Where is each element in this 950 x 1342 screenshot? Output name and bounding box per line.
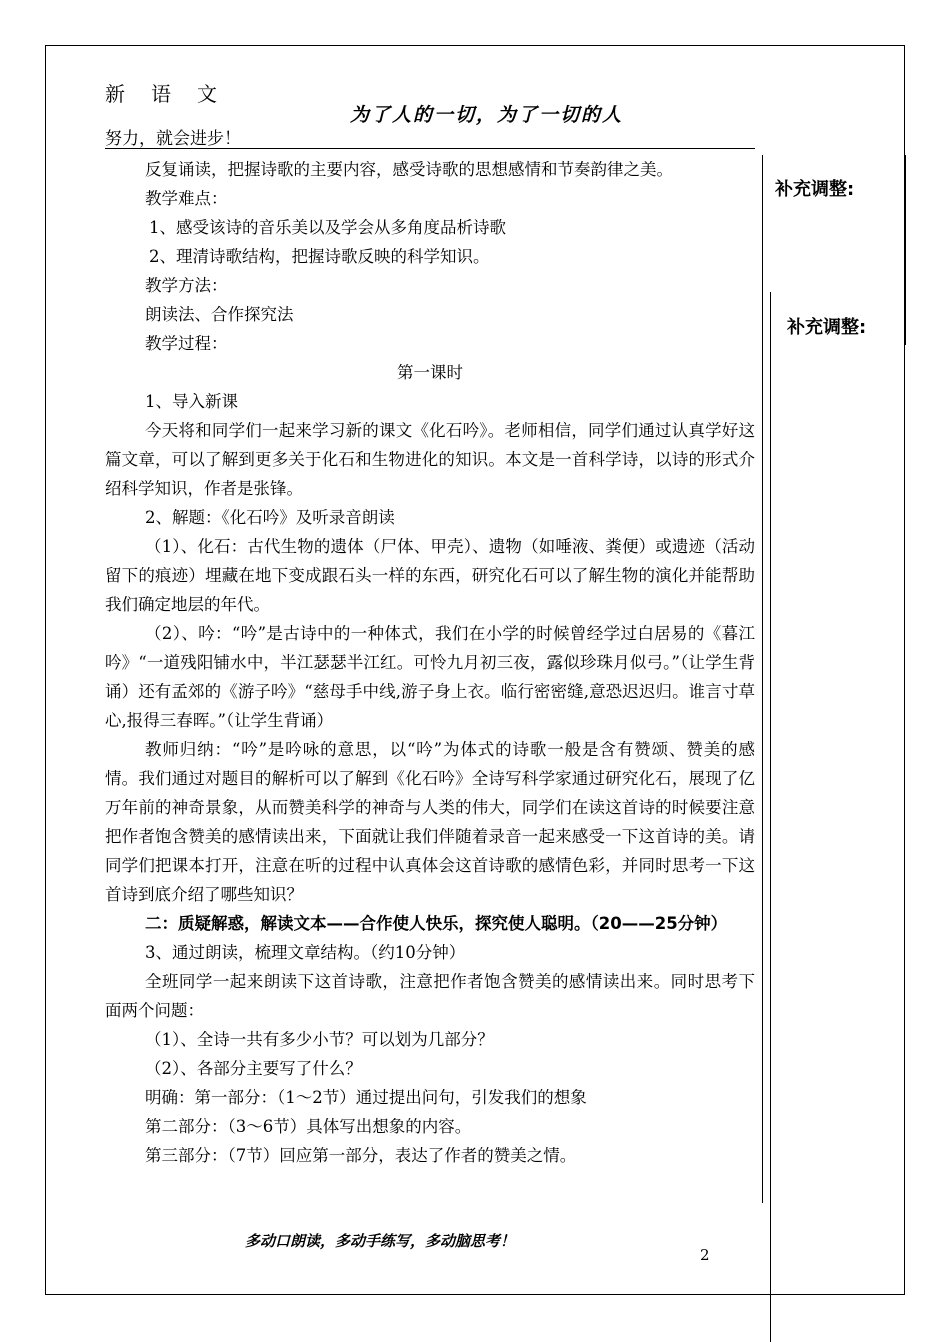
answer-part-3: 第三部分：（7节）回应第一部分，表达了作者的赞美之情。 [145, 1146, 577, 1165]
fossil-definition: （1）、化石：古代生物的遗体（尸体、甲壳）、遗物（如唾液、粪便）或遗迹（活动留下的痕迹）埋藏在地下变成跟石头一样的东西，研究化石可以了解生物的演化并能帮助我们确定地层的年代。 [105, 537, 755, 614]
page-number: 2 [700, 1246, 710, 1264]
objective-text: 反复诵读，把握诗歌的主要内容，感受诗歌的思想感情和节奏韵律之美。 [145, 160, 673, 179]
lesson-period-title: 第一课时 [397, 363, 463, 382]
header-slogan: 为了人的一切，为了一切的人 [350, 104, 624, 126]
header-divider [105, 148, 755, 149]
process-heading: 教学过程： [145, 334, 228, 353]
difficulty-heading: 教学难点： [145, 189, 228, 208]
header-motto: 努力，就会进步！ [105, 129, 241, 149]
intro-paragraph: 今天将和同学们一起来学习新的课文《化石吟》。老师相信，同学们通过认真学好这篇文章，可以了解到更多关于化石和生物进化的知识。本文是一首科学诗，以诗的形式介绍科学知识，作者是张锋。 [105, 421, 755, 498]
section-intro-heading: 1、导入新课 [145, 392, 238, 411]
part-two-heading: 二：质疑解惑，解读文本——合作使人快乐，探究使人聪明。（20——25分钟） [145, 914, 728, 933]
sidebar-label-adjust-2: 补充调整: [787, 317, 867, 338]
footer-slogan: 多动口朗读，多动手练写，多动脑思考！ [245, 1232, 516, 1250]
method-text: 朗读法、合作探究法 [145, 305, 294, 324]
sidebar-label-adjust-1: 补充调整: [775, 179, 855, 200]
reading-instruction: 全班同学一起来朗读下这首诗歌，注意把作者饱含赞美的感情读出来。同时思考下面两个问题： [105, 972, 755, 1020]
question-1: （1）、全诗一共有多少小节？可以划为几部分？ [145, 1030, 494, 1049]
section-title-heading: 2、解题：《化石吟》及听录音朗读 [145, 508, 395, 527]
lesson-content [105, 155, 755, 1170]
answer-part-1: 明确：第一部分：（1～2节）通过提出问句，引发我们的想象 [145, 1088, 587, 1107]
header-title: 新语文 [105, 82, 243, 106]
sidebar-divider [770, 292, 771, 1342]
difficulty-item-1: 1、感受该诗的音乐美以及学会从多角度品析诗歌 [149, 218, 506, 237]
yin-definition: （2）、吟：“吟”是古诗中的一种体式，我们在小学的时候曾经学过白居易的《暮江吟》“一道残阳铺水中，半江瑟瑟半江红。可怜九月初三夜，露似珍珠月似弓。”（让学生背诵）还有孟郊的《游子吟》“慈母手中线,游子身上衣。临行密密缝,意恐迟迟归。谁言寸草心,报得三春晖。”（让学生背诵） [105, 624, 755, 730]
question-2: （2）、各部分主要写了什么？ [145, 1059, 362, 1078]
content-right-border [762, 155, 763, 1203]
difficulty-item-2: 2、理清诗歌结构，把握诗歌反映的科学知识。 [149, 247, 490, 266]
sidebar-right-border [905, 155, 906, 345]
section-reading-heading: 3、通过朗读，梳理文章结构。（约10分钟） [145, 943, 466, 962]
teacher-summary: 教师归纳：“吟”是吟咏的意思，以“吟”为体式的诗歌一般是含有赞颂、赞美的感情。我们通过对题目的解析可以了解到《化石吟》全诗写科学家通过研究化石，展现了亿万年前的神奇景象，从而赞美科学的神奇与人类的伟大，同学们在读这首诗的时候要注意把作者饱含赞美的感情读出来，下面就让我们伴随着录音一起来感受一下这首诗的美。请同学们把课本打开，注意在听的过程中认真体会这首诗歌的感情色彩，并同时思考一下这首诗到底介绍了哪些知识？ [105, 740, 755, 904]
answer-part-2: 第二部分：（3～6节）具体写出想象的内容。 [145, 1117, 472, 1136]
method-heading: 教学方法： [145, 276, 228, 295]
